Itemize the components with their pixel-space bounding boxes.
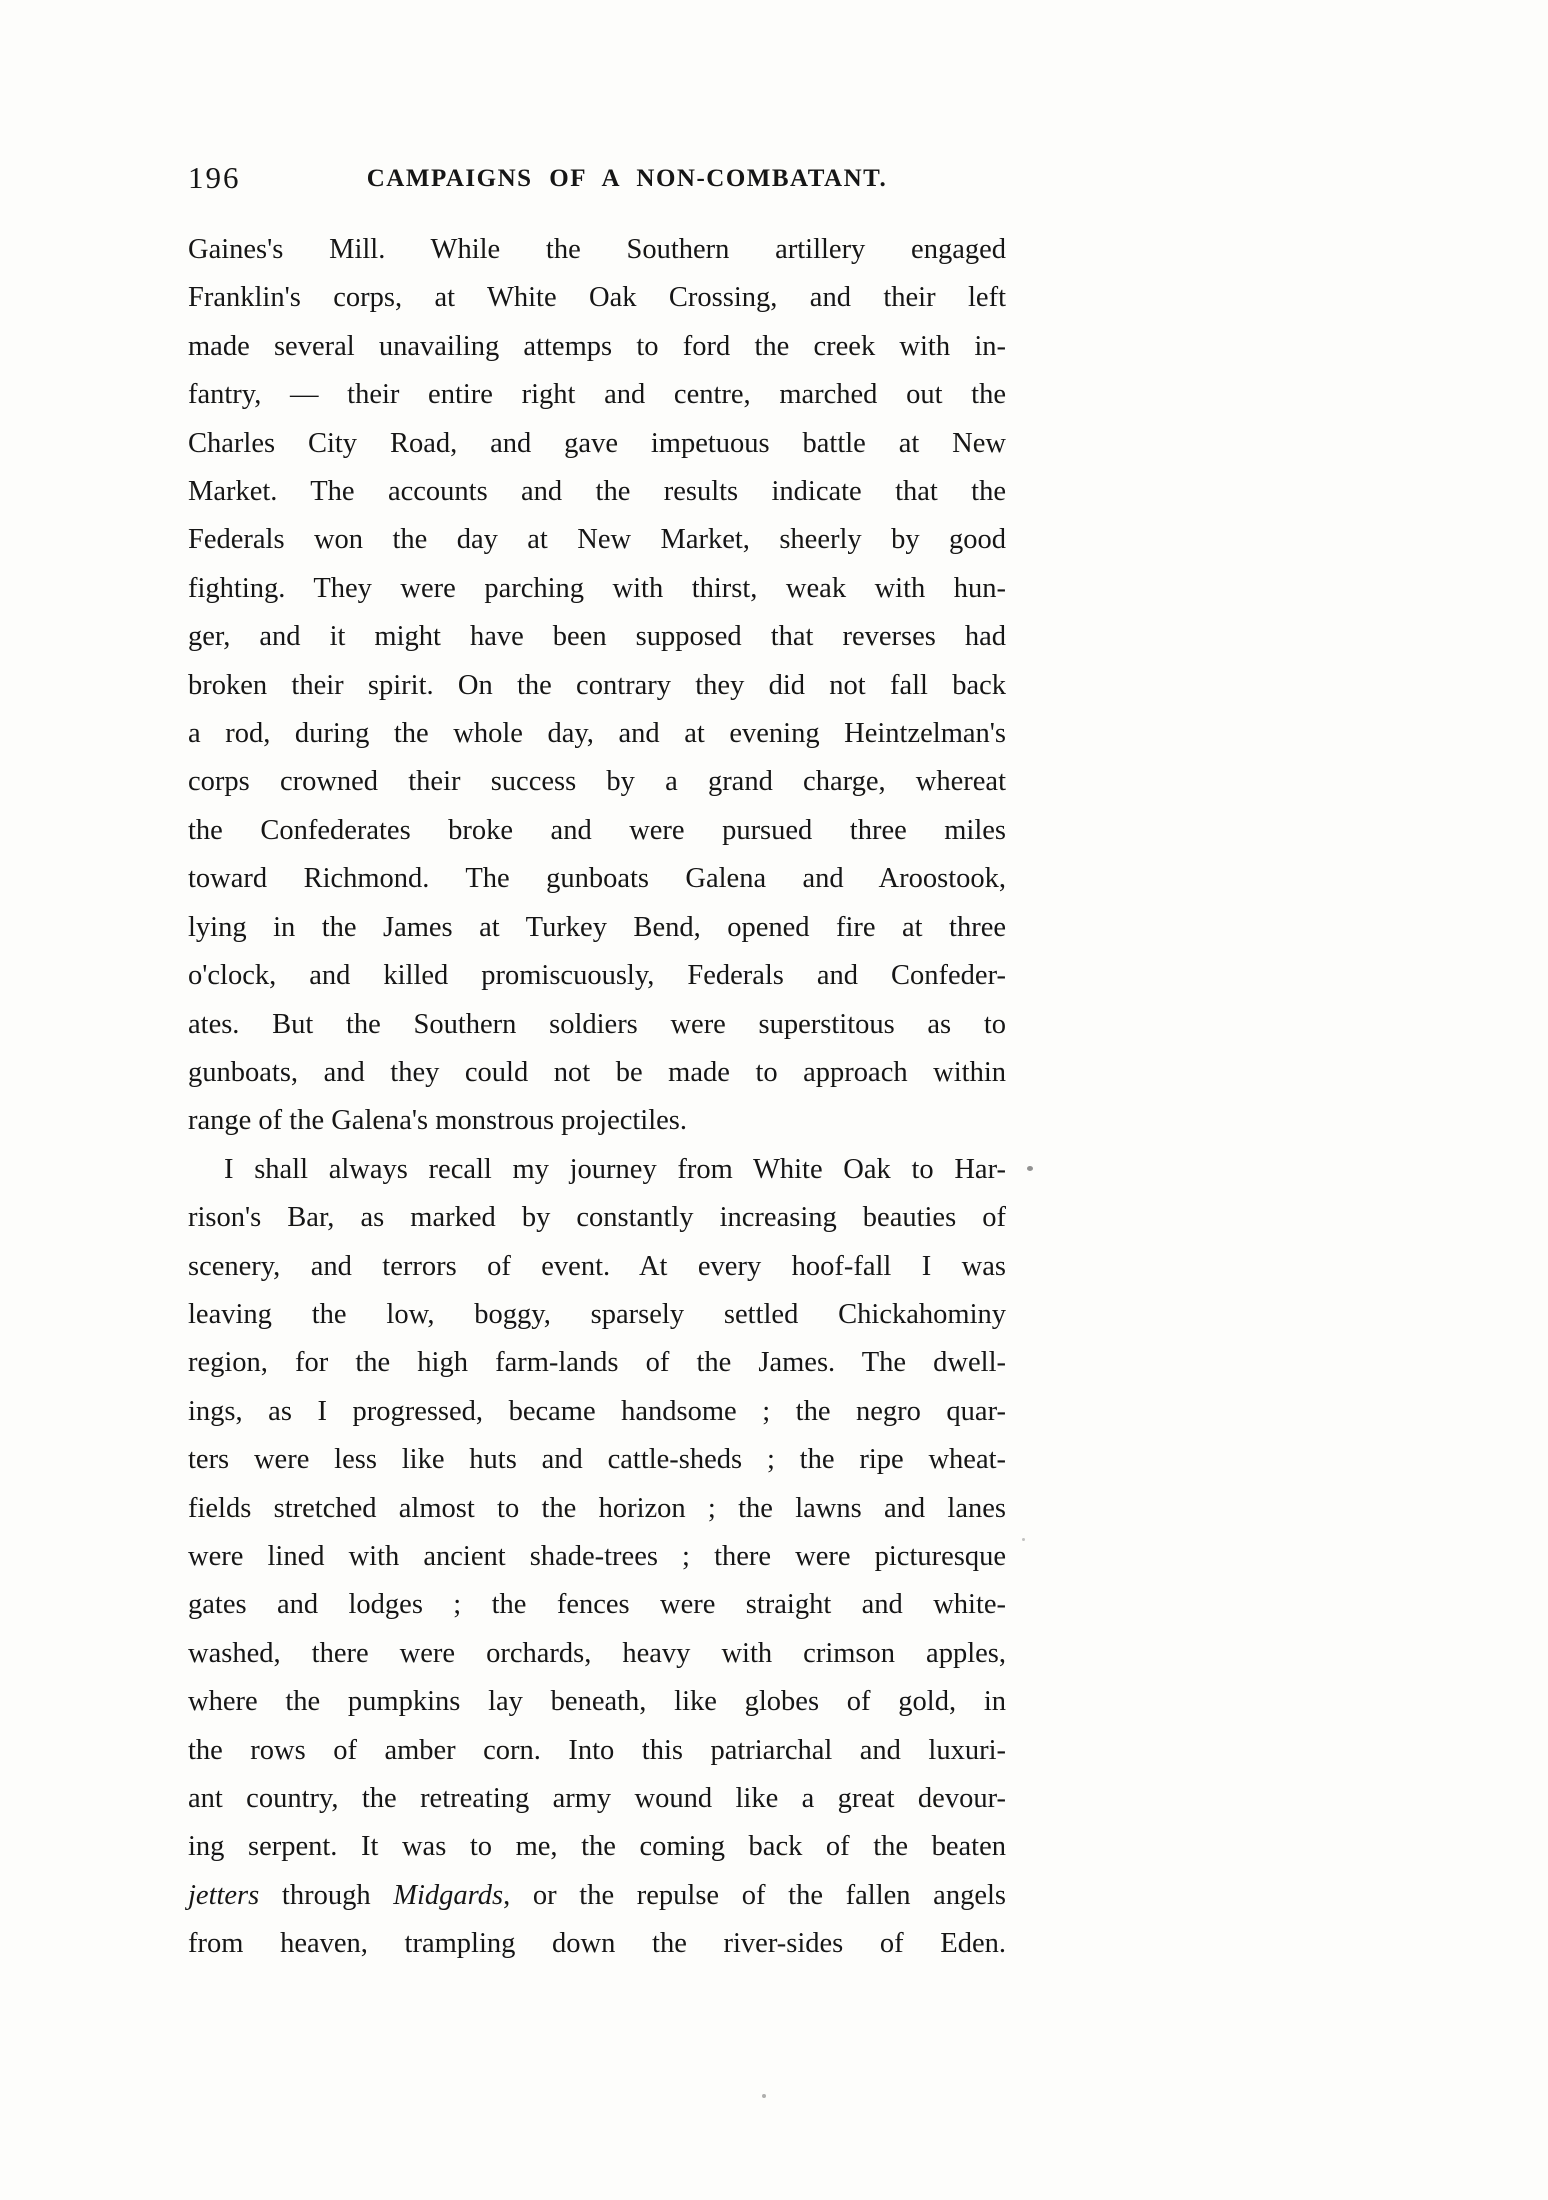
text-segment: washed, there were orchards, heavy with crimson apples,: [188, 1637, 1006, 1669]
text-line: [188, 904, 1006, 952]
text-segment: range of the Galena's monstrous projectiles.: [188, 1105, 687, 1137]
page-header: [188, 160, 1006, 204]
italic-text-segment: Midgards: [393, 1879, 504, 1911]
italic-text-segment: jetters: [188, 1879, 260, 1911]
text-segment: ings, as I progressed, became handsome ; the negro quar-: [188, 1395, 1006, 1427]
text-line: [188, 1339, 1006, 1387]
text-segment: through: [259, 1879, 394, 1911]
text-line: [188, 855, 1006, 903]
text-line: [188, 710, 1006, 758]
text-segment: corps crowned their success by a grand charge, whereat: [188, 766, 1006, 798]
text-line: [188, 1049, 1006, 1097]
text-line: [188, 1920, 1006, 1968]
text-line: [188, 1243, 1006, 1291]
text-segment: ing serpent. It was to me, the coming back of the beaten: [188, 1831, 1006, 1863]
scan-speck: [1027, 1166, 1033, 1171]
text-line: [188, 1388, 1006, 1436]
text-segment: the rows of amber corn. Into this patriarchal and luxuri-: [188, 1734, 1006, 1766]
text-segment: scenery, and terrors of event. At every hoof-fall I was: [188, 1250, 1006, 1282]
text-line: [188, 274, 1006, 322]
text-segment: Federals won the day at New Market, sheerly by good: [188, 524, 1006, 556]
text-segment: rison's Bar, as marked by constantly increasing beauties of: [188, 1202, 1006, 1234]
text-segment: leaving the low, boggy, sparsely settled Chickahominy: [188, 1298, 1006, 1330]
text-line: [188, 1533, 1006, 1581]
text-line: [188, 807, 1006, 855]
running-title: CAMPAIGNS OF A NON-COMBATANT.: [366, 165, 888, 192]
text-line: [188, 226, 1006, 274]
text-segment: fighting. They were parching with thirst, weak with hun-: [188, 572, 1006, 604]
text-segment: made several unavailing attemps to ford the creek with in-: [188, 330, 1006, 362]
page-number: 196: [188, 160, 241, 195]
text-segment: from heaven, trampling down the river-sides of Eden.: [188, 1928, 1006, 1960]
text-line: [188, 468, 1006, 516]
scan-speck: [762, 2094, 766, 2098]
text-segment: the Confederates broke and were pursued three miles: [188, 814, 1006, 846]
text-line: [188, 1291, 1006, 1339]
text-segment: lying in the James at Turkey Bend, opened fire at three: [188, 911, 1006, 943]
text-line: [188, 1146, 1006, 1194]
text-segment: region, for the high farm-lands of the James. The dwell-: [188, 1347, 1006, 1379]
text-line: [188, 1097, 1006, 1145]
text-segment: broken their spirit. On the contrary they did not fall back: [188, 669, 1006, 701]
text-segment: toward Richmond. The gunboats Galena and Aroostook,: [188, 863, 1006, 895]
text-segment: , or the repulse of the fallen angels: [503, 1879, 1006, 1911]
text-segment: ger, and it might have been supposed that reverses had: [188, 621, 1006, 653]
text-line: [188, 1001, 1006, 1049]
text-line: [188, 758, 1006, 806]
text-line: [188, 1485, 1006, 1533]
text-line: [188, 1581, 1006, 1629]
text-line: [188, 1194, 1006, 1242]
text-segment: ters were less like huts and cattle-sheds ; the ripe wheat-: [188, 1444, 1006, 1476]
text-segment: Charles City Road, and gave impetuous battle at New: [188, 427, 1006, 459]
text-segment: where the pumpkins lay beneath, like globes of gold, in: [188, 1686, 1006, 1718]
text-line: [188, 565, 1006, 613]
text-segment: I shall always recall my journey from White Oak to Har-: [224, 1153, 1006, 1185]
text-segment: a rod, during the whole day, and at evening Heintzelman's: [188, 718, 1006, 750]
text-segment: ant country, the retreating army wound like a great devour-: [188, 1783, 1006, 1814]
text-segment: gates and lodges ; the fences were straight and white-: [188, 1589, 1006, 1621]
text-line: [188, 1727, 1006, 1775]
text-segment: o'clock, and killed promiscuously, Federals and Confeder-: [188, 960, 1006, 992]
text-segment: ates. But the Southern soldiers were superstitous as to: [188, 1008, 1006, 1040]
text-line: [188, 1678, 1006, 1726]
text-segment: Gaines's Mill. While the Southern artillery engaged: [188, 234, 1006, 265]
page-body: [188, 226, 1006, 1969]
scan-speck: [1022, 1538, 1025, 1541]
text-line: [188, 1823, 1006, 1871]
text-line: [188, 1436, 1006, 1484]
text-line: [188, 516, 1006, 564]
text-line: [188, 323, 1006, 371]
text-line: [188, 420, 1006, 468]
text-line: [188, 1775, 1006, 1823]
text-segment: Franklin's corps, at White Oak Crossing, and their left: [188, 282, 1006, 314]
text-line: [188, 952, 1006, 1000]
text-segment: fantry, — their entire right and centre, marched out the: [188, 379, 1006, 411]
text-segment: fields stretched almost to the horizon ; the lawns and lanes: [188, 1492, 1006, 1524]
text-segment: Market. The accounts and the results indicate that the: [188, 476, 1006, 508]
text-line: [188, 662, 1006, 710]
text-line: [188, 1630, 1006, 1678]
text-segment: were lined with ancient shade-trees ; there were picturesque: [188, 1540, 1006, 1572]
text-line: [188, 371, 1006, 419]
text-line: [188, 613, 1006, 661]
text-line: [188, 1872, 1006, 1920]
text-segment: gunboats, and they could not be made to approach within: [188, 1056, 1006, 1088]
